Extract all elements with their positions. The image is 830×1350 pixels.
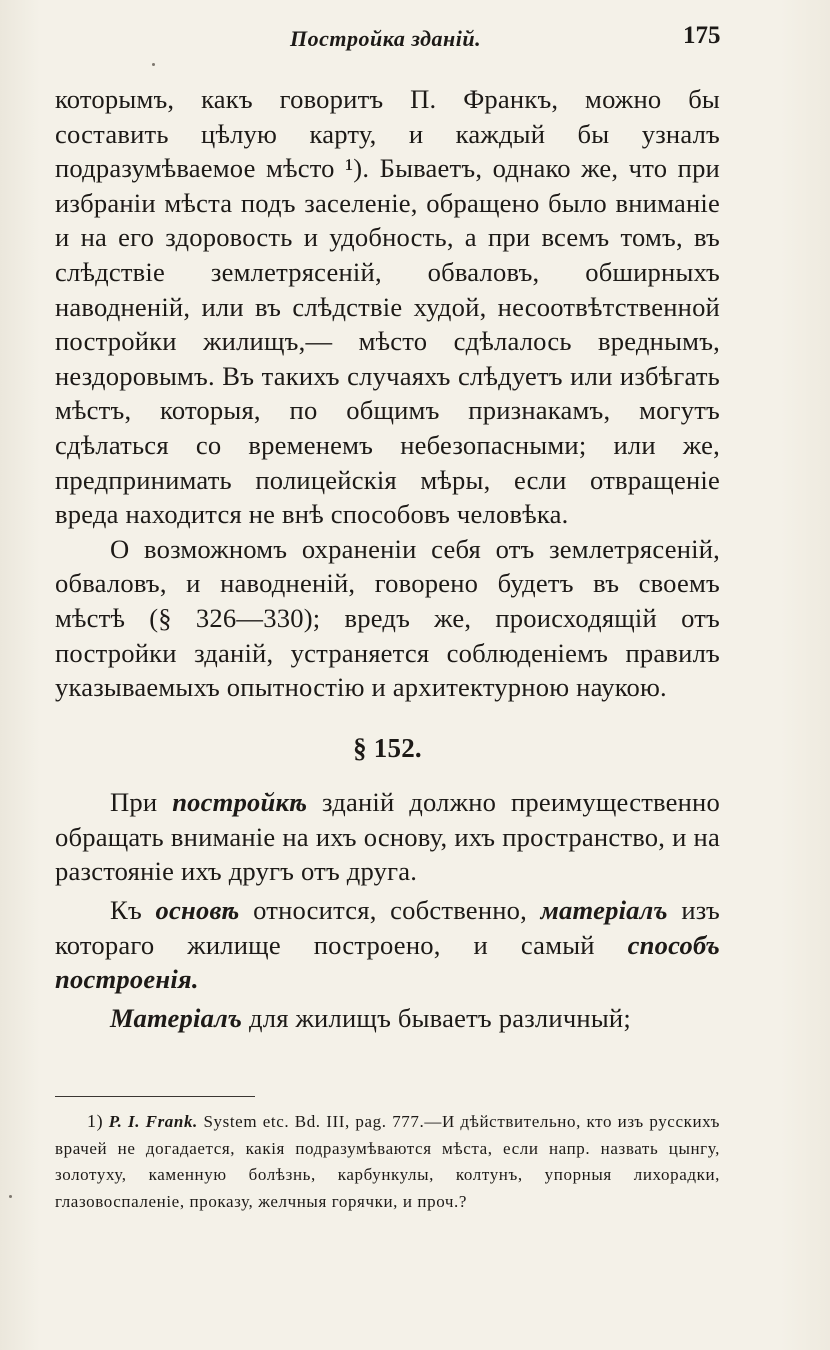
footnote-divider [55, 1096, 255, 1097]
footnote-author: P. I. Frank. [108, 1112, 198, 1131]
text-run: изъ котораго жилище построено, и самый [55, 895, 720, 960]
text-run: При [110, 787, 173, 818]
footnotes [55, 1108, 720, 1215]
footnote-marker: 1) [87, 1111, 104, 1131]
emphasis-method: способъ построенія. [55, 929, 720, 995]
emphasis-construction: постройкѣ [172, 787, 308, 818]
text-run: Къ [110, 895, 156, 926]
footnote-text: System etc. Bd. III, pag. 777.—И дѣйствительно, кто изъ русскихъ врачей не догадается, какія подразумѣваются мѣста, если напр. назвать цынгу, золотуху, каменную болѣзнь, карбункулы, колтунъ, упорныя лихорадки, глазовоспаленіе, проказу, желчныя горячки, и проч.? [55, 1112, 720, 1211]
running-header [0, 20, 830, 60]
footnote-1 [55, 1108, 720, 1215]
paragraph-4 [55, 893, 720, 997]
emphasis-material-2: Матеріалъ [110, 1002, 243, 1033]
section-heading: § 152. [353, 732, 422, 763]
text-run: для жилищъ бываетъ различный; [242, 1002, 631, 1033]
page-number: 175 [683, 22, 721, 49]
paragraph-1: которымъ, какъ говоритъ П. Франкъ, можно бы составить цѣлую карту, и каждый бы узналъ подразумѣваемое мѣсто ¹). Бываетъ, однако же, что при избраніи мѣста подъ заселеніе, обращено было вниманіе и на его здоровость и удобность, а при всемъ томъ, въ слѣдствіе землетрясеній, обваловъ, обширныхъ наводненій, или въ слѣдствіе худой, несоотвѣтственной постройки жилищъ,— мѣсто сдѣлалось вреднымъ, нездоровымъ. Въ такихъ случаяхъ слѣдуетъ или избѣгать мѣстъ, которыя, по общимъ признакамъ, могутъ сдѣлаться со временемъ небезопасными; или же, предпринимать полицейскія мѣры, если отвращеніе вреда находится не внѣ способовъ человѣка. [55, 84, 720, 530]
emphasis-foundation: основѣ [155, 895, 240, 926]
paragraph-5 [55, 1001, 720, 1036]
paragraph-2: О возможномъ охраненіи себя отъ землетрясеній, обваловъ, и наводненій, говорено будетъ въ своемъ мѣстѣ (§ 326—330); вредъ же, происходящій отъ постройки зданій, устраняется соблюденіемъ правилъ указываемыхъ опытностію и архитектурною наукою. [55, 533, 720, 703]
paper-speck [9, 1195, 12, 1198]
running-title: Постройка зданій. [290, 26, 482, 51]
text-run: зданій должно преимущественно обращать вниманіе на ихъ основу, ихъ пространство, и на разстояніе ихъ другъ отъ друга. [55, 787, 720, 887]
emphasis-material: матеріалъ [540, 895, 668, 926]
paragraph-3 [55, 785, 720, 889]
text-run: относится, собственно, [239, 895, 541, 926]
main-text [55, 82, 720, 1035]
paper-speck [152, 63, 155, 66]
